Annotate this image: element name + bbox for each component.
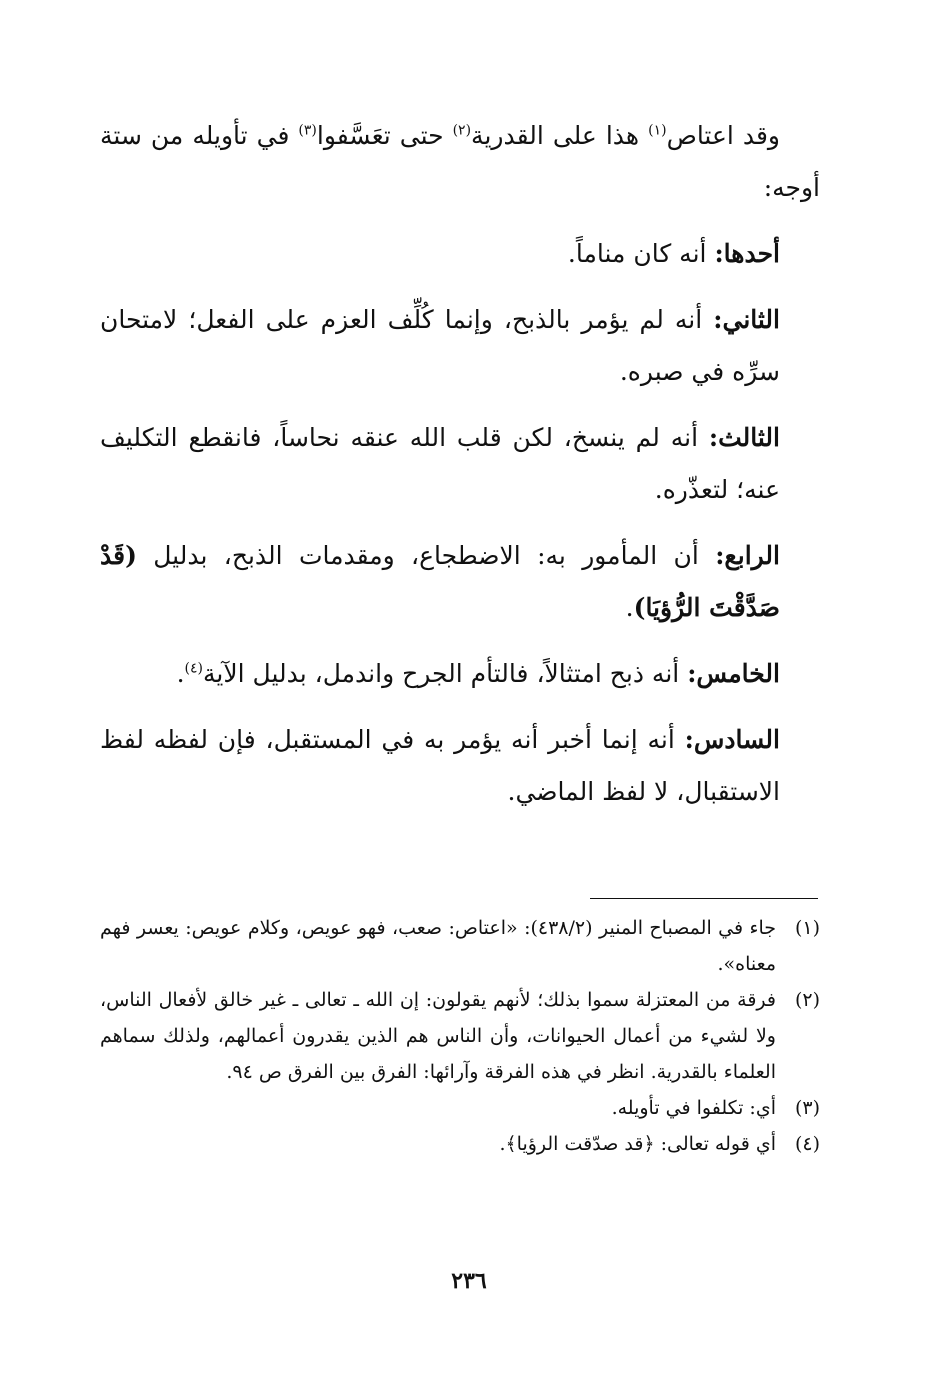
- footnote-number: (٤): [794, 1133, 820, 1155]
- footnote-ref-4[interactable]: (٤): [184, 660, 204, 677]
- intro-part3: حتى تعَسَّفوا: [316, 121, 453, 150]
- item-text: أنه ذبح امتثالاً، فالتأم الجرح واندمل، بدليل الآية: [203, 659, 688, 688]
- footnote: [100, 1090, 820, 1126]
- footnote-text: أي قوله تعالى: ﴿قد صدّقت الرؤيا﴾.: [499, 1133, 776, 1155]
- footnote-ref-3[interactable]: (٣): [298, 122, 317, 139]
- item-label: الخامس:: [687, 659, 780, 688]
- item-label: أحدها:: [714, 239, 780, 268]
- main-text: [100, 110, 820, 818]
- footnote-number: (٢): [794, 989, 820, 1011]
- page-number: ٢٣٦: [451, 1268, 487, 1294]
- item-label: الثاني:: [713, 305, 780, 334]
- list-item: [100, 294, 820, 398]
- intro-paragraph: [100, 110, 820, 214]
- item-text: أنه لم ينسخ، لكن قلب الله عنقه نحاساً، فانقطع التكليف عنه؛ لتعذّره.: [100, 423, 780, 504]
- list-item: [100, 648, 820, 700]
- footnote-number: (١): [794, 917, 820, 939]
- item-label: الرابع:: [715, 541, 780, 570]
- intro-part4: في تأويله من ستة أوجه:: [100, 121, 820, 202]
- list-item: [100, 714, 820, 818]
- footnote-text: فرقة من المعتزلة سموا بذلك؛ لأنهم يقولون: إن الله ـ تعالى ـ غير خالق لأفعال الناس، ولا لشيء من أعمال الحيوانات، وأن الناس هم الذين يقدرون أعمالهم، ولذلك سماهم العلماء بالقدرية. انظر في هذه الفرقة وآرائها: الفرق بين الفرق ص ٩٤.: [100, 989, 776, 1083]
- quran-quote: (قَدْ صَدَّقْتَ الرُّؤيَا): [100, 541, 780, 622]
- footnote-ref-1[interactable]: (١): [648, 122, 667, 139]
- footnote-separator: [590, 898, 818, 899]
- item-text: أنه لم يؤمر بالذبح، وإنما كُلِّف العزم على الفعل؛ لامتحان سرِّه في صبره.: [100, 305, 780, 386]
- item-label: الثالث:: [708, 423, 780, 452]
- list-item: [100, 228, 820, 280]
- footnote-number: (٣): [794, 1097, 820, 1119]
- item-label: السادس:: [684, 725, 780, 754]
- item-text: أنه إنما أخبر أنه يؤمر به في المستقبل، فإن لفظه لفظ الاستقبال، لا لفظ الماضي.: [100, 725, 780, 806]
- footnote-text: جاء في المصباح المنير (٤٣٨/٢): «اعتاص: صعب، فهو عويص، وكلام عويص: يعسر فهم معناه».: [100, 917, 777, 975]
- item-tail: .: [176, 659, 185, 688]
- footnote: [100, 910, 820, 982]
- item-tail: .: [625, 593, 634, 622]
- footnote-ref-2[interactable]: (٢): [452, 122, 472, 139]
- footnote-text: أي: تكلفوا في تأويله.: [611, 1097, 776, 1119]
- footnotes: [100, 910, 820, 1162]
- intro-part1: وقد اعتاص: [666, 121, 780, 150]
- list-item: [100, 412, 820, 516]
- intro-part2: هذا على القدرية: [471, 121, 649, 150]
- footnote: [100, 982, 820, 1090]
- item-text: أن المأمور به: الاضطجاع، ومقدمات الذبح، بدليل: [136, 541, 716, 570]
- footnote: [100, 1126, 820, 1162]
- item-text: أنه كان مناماً.: [567, 239, 715, 268]
- list-item: [100, 530, 820, 634]
